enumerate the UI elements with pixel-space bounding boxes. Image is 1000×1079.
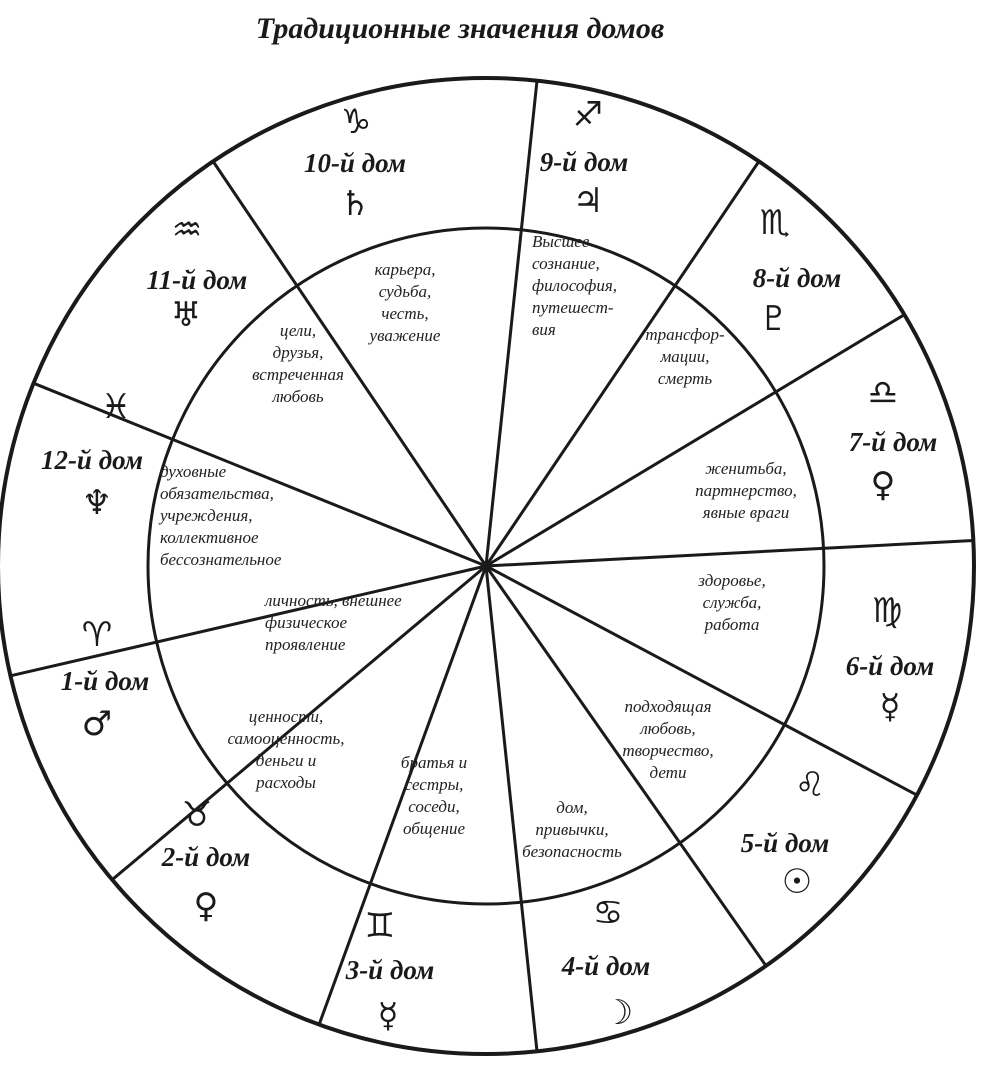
scorpio-icon: ♏ xyxy=(759,203,791,243)
house-2 xyxy=(161,707,345,926)
meaning-line: творчество, xyxy=(622,741,714,760)
meaning-line: бессознательное xyxy=(160,550,282,569)
libra-icon: ♎ xyxy=(867,373,899,413)
house-10 xyxy=(304,102,441,345)
meaning-line: друзья, xyxy=(272,343,324,362)
gemini-icon: ♊ xyxy=(364,906,396,946)
meaning-line: духовные xyxy=(160,462,227,481)
saturn-icon: ♄ xyxy=(339,184,371,224)
house-1-label: 1-й дом xyxy=(60,666,150,696)
house-7-label: 7-й дом xyxy=(848,427,938,457)
venus-icon: ♀ xyxy=(193,886,219,926)
house-6 xyxy=(697,571,934,727)
house-1 xyxy=(61,591,402,744)
venus-icon: ♀ xyxy=(870,465,896,505)
sagittarius-icon: ♐ xyxy=(572,95,604,135)
meaning-line: личность, внешнее xyxy=(265,591,402,610)
house-1-meaning xyxy=(264,591,402,654)
meaning-line: явные враги xyxy=(702,503,790,522)
house-4-meaning xyxy=(522,798,622,861)
house-12 xyxy=(41,387,282,569)
taurus-icon: ♉ xyxy=(181,795,213,835)
meaning-line: любовь xyxy=(272,387,324,406)
house-7-meaning xyxy=(695,459,797,522)
meaning-line: соседи, xyxy=(408,797,460,816)
meaning-line: трансфор- xyxy=(645,325,725,344)
meaning-line: любовь, xyxy=(640,719,696,738)
meaning-line: уважение xyxy=(369,326,441,345)
house-5 xyxy=(622,697,829,902)
house-12-meaning xyxy=(158,462,282,569)
sun-icon: ☉ xyxy=(781,862,813,902)
pluto-icon: ♇ xyxy=(758,299,790,339)
house-5-label: 5-й дом xyxy=(740,828,830,858)
meaning-line: смерть xyxy=(657,369,713,388)
meaning-line: безопасность xyxy=(522,842,622,861)
house-10-label: 10-й дом xyxy=(303,148,407,178)
divider-line-7 xyxy=(486,566,537,1051)
meaning-line: работа xyxy=(704,615,760,634)
meaning-line: сестры, xyxy=(404,775,464,794)
house-11 xyxy=(147,210,344,406)
house-9-label: 9-й дом xyxy=(539,147,629,177)
meaning-line: расходы xyxy=(256,773,316,792)
meaning-line: партнерство, xyxy=(695,481,797,500)
mercury-icon: ☿ xyxy=(377,996,399,1036)
meaning-line: служба, xyxy=(702,593,762,612)
house-4-label: 4-й дом xyxy=(561,951,651,981)
meaning-line: честь, xyxy=(381,304,429,323)
meaning-line: деньги и xyxy=(255,751,317,770)
meaning-line: привычки, xyxy=(535,820,609,839)
house-12-label: 12-й дом xyxy=(40,445,144,475)
house-11-label: 11-й дом xyxy=(146,265,248,295)
meaning-line: самооценность, xyxy=(227,729,345,748)
meaning-line: ценности, xyxy=(248,707,324,726)
house-3-meaning xyxy=(401,753,467,838)
meaning-line: сознание, xyxy=(532,254,600,273)
meaning-line: физическое xyxy=(265,613,348,632)
meaning-line: проявление xyxy=(265,635,346,654)
meaning-line: дом, xyxy=(556,798,588,817)
house-4 xyxy=(522,798,650,1033)
meaning-line: женитьба, xyxy=(705,459,787,478)
mars-icon: ♂ xyxy=(81,704,113,744)
meaning-line: общение xyxy=(402,819,466,838)
house-5-meaning xyxy=(622,697,713,782)
mercury-icon: ☿ xyxy=(879,687,901,727)
meaning-line: судьба, xyxy=(378,282,432,301)
meaning-line: путешест- xyxy=(532,298,614,317)
meaning-line: Высшее xyxy=(532,232,590,251)
house-2-label: 2-й дом xyxy=(161,842,251,872)
neptune-icon: ♆ xyxy=(81,483,113,523)
house-10-meaning xyxy=(368,260,441,345)
house-6-label: 6-й дом xyxy=(845,651,935,681)
meaning-line: учреждения, xyxy=(160,506,253,525)
meaning-line: обязательства, xyxy=(160,484,274,503)
diagram-title: Традиционные значения домов xyxy=(255,12,665,45)
leo-icon: ♌ xyxy=(794,765,826,805)
aquarius-icon: ♒ xyxy=(171,210,203,250)
meaning-line: братья и xyxy=(400,753,468,772)
divider-line-4 xyxy=(486,541,973,567)
meaning-line: встреченная xyxy=(252,365,344,384)
house-2-meaning xyxy=(227,707,344,792)
aries-icon: ♈ xyxy=(81,615,113,655)
house-dividers xyxy=(11,81,974,1052)
divider-line-1 xyxy=(486,81,537,566)
meaning-line: здоровье, xyxy=(698,571,766,590)
house-9 xyxy=(532,95,628,339)
house-3-label: 3-й дом xyxy=(345,955,435,985)
moon-icon: ☽ xyxy=(602,993,634,1033)
meaning-line: подходящая xyxy=(624,697,712,716)
capricorn-icon: ♑ xyxy=(340,102,372,142)
meaning-line: философия, xyxy=(532,276,618,295)
uranus-icon: ♅ xyxy=(170,295,202,335)
house-8-meaning xyxy=(645,325,725,388)
meaning-line: коллективное xyxy=(160,528,259,547)
house-8 xyxy=(645,203,841,388)
cancer-icon: ♋ xyxy=(592,893,624,933)
virgo-icon: ♍ xyxy=(871,591,903,631)
meaning-line: мации, xyxy=(660,347,710,366)
house-8-label: 8-й дом xyxy=(752,263,842,293)
meaning-line: карьера, xyxy=(374,260,436,279)
pisces-icon: ♓ xyxy=(100,387,132,427)
jupiter-icon: ♃ xyxy=(572,181,604,221)
meaning-line: цели, xyxy=(279,321,317,340)
house-6-meaning xyxy=(697,571,765,634)
center-point xyxy=(481,561,491,571)
meaning-line: вия xyxy=(532,320,556,339)
meaning-line: дети xyxy=(649,763,687,782)
